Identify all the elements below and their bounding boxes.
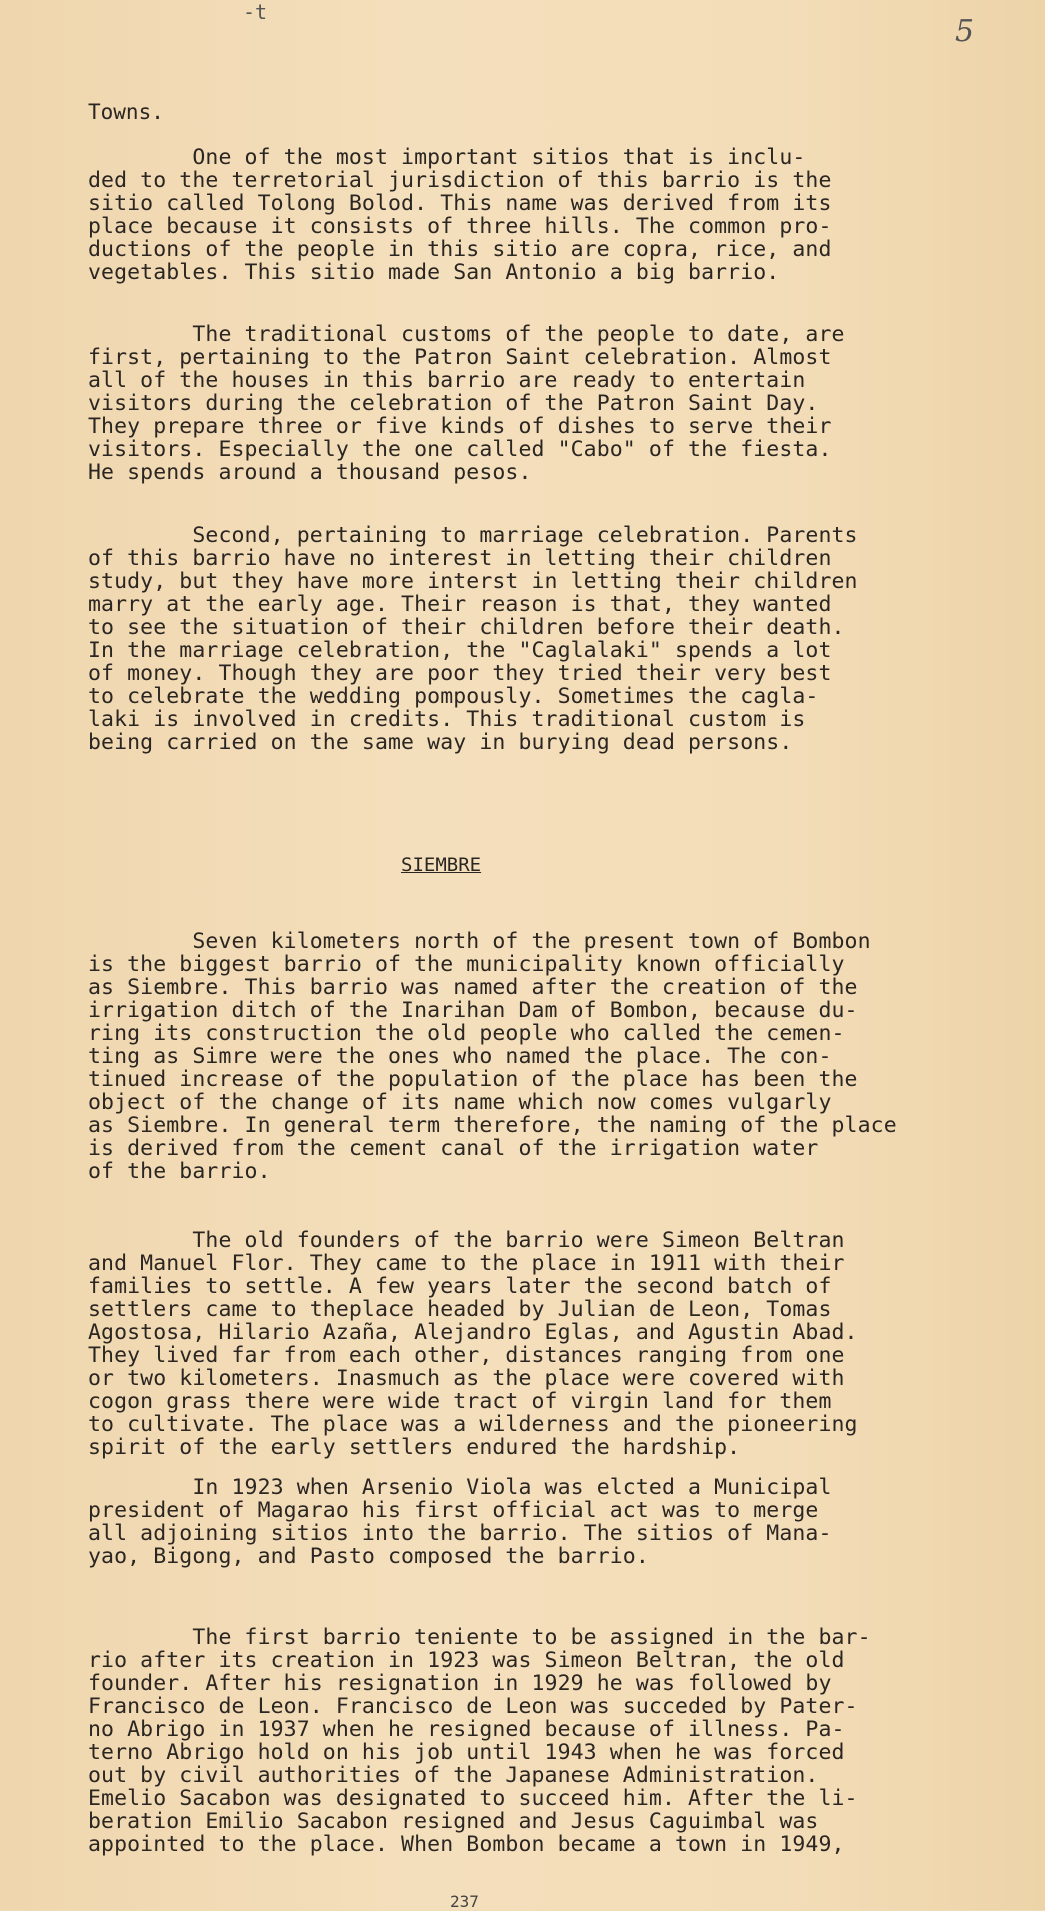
text-line: vegetables. This sitio made San Antonio a big barrio. bbox=[88, 260, 780, 285]
text-line: all of the houses in this barrio are ready to entertain bbox=[88, 368, 806, 393]
paragraph-tolong-bolod bbox=[88, 146, 1018, 284]
paragraph-teniente bbox=[88, 1626, 1018, 1856]
text-line: as Siembre. In general term therefore, the naming of the place bbox=[88, 1113, 897, 1138]
text-line: out by civil authorities of the Japanese Administration. bbox=[88, 1763, 819, 1788]
text-line: and Manuel Flor. They came to the place in 1911 with their bbox=[88, 1251, 845, 1276]
text-line: ring its construction the old people who called the cemen- bbox=[88, 1021, 845, 1046]
text-line: irrigation ditch of the Inarihan Dam of Bombon, because du- bbox=[88, 998, 858, 1023]
text-line: beration Emilio Sacabon resigned and Jesus Caguimbal was bbox=[88, 1809, 819, 1834]
text-line: tinued increase of the population of the place has been the bbox=[88, 1067, 858, 1092]
text-line: first, pertaining to the Patron Saint celebration. Almost bbox=[88, 345, 832, 370]
paragraph-marriage bbox=[88, 524, 1018, 754]
text-line: Emelio Sacabon was designated to succeed him. After the li- bbox=[88, 1786, 858, 1811]
text-line: cogon grass there were wide tract of virgin land for them bbox=[88, 1389, 832, 1414]
paragraph-merge-1923 bbox=[88, 1476, 1018, 1568]
text-line: The traditional customs of the people to date, are bbox=[88, 322, 845, 347]
text-line: sitio called Tolong Bolod. This name was derived from its bbox=[88, 191, 832, 216]
text-line: Seven kilometers north of the present town of Bombon bbox=[88, 929, 871, 954]
text-line: to celebrate the wedding pompously. Sometimes the cagla- bbox=[88, 684, 819, 709]
text-line: president of Magarao his first official act was to merge bbox=[88, 1498, 819, 1523]
text-line: families to settle. A few years later the second batch of bbox=[88, 1274, 832, 1299]
section-heading-towns: Towns. bbox=[88, 100, 164, 124]
text-line: ded to the terretorial jurisdiction of this barrio is the bbox=[88, 168, 832, 193]
text-line: no Abrigo in 1937 when he resigned because of illness. Pa- bbox=[88, 1717, 845, 1742]
text-line: of this barrio have no interest in letting their children bbox=[88, 546, 832, 571]
text-line: ting as Simre were the ones who named the place. The con- bbox=[88, 1044, 832, 1069]
text-line: founder. After his resignation in 1929 he was followed by bbox=[88, 1671, 832, 1696]
paragraph-patron-saint bbox=[88, 323, 1018, 484]
text-line: being carried on the same way in burying dead persons. bbox=[88, 730, 793, 755]
paragraph-founders bbox=[88, 1229, 1018, 1459]
text-line: to cultivate. The place was a wilderness and the pioneering bbox=[88, 1412, 858, 1437]
text-line: is derived from the cement canal of the irrigation water bbox=[88, 1136, 819, 1161]
text-line: Second, pertaining to marriage celebration. Parents bbox=[88, 523, 858, 548]
text-line: to see the situation of their children before their death. bbox=[88, 615, 845, 640]
text-line: of money. Though they are poor they tried their very best bbox=[88, 661, 832, 686]
text-line: marry at the early age. Their reason is that, they wanted bbox=[88, 592, 832, 617]
text-line: The first barrio teniente to be assigned in the bar- bbox=[88, 1625, 871, 1650]
text-line: They lived far from each other, distances ranging from one bbox=[88, 1343, 845, 1368]
text-line: study, but they have more interst in letting their children bbox=[88, 569, 858, 594]
text-line: yao, Bigong, and Pasto composed the barrio. bbox=[88, 1544, 649, 1569]
text-line: spirit of the early settlers endured the hardship. bbox=[88, 1435, 741, 1460]
text-line: visitors. Especially the one called "Cabo" of the fiesta. bbox=[88, 437, 832, 462]
text-line: He spends around a thousand pesos. bbox=[88, 460, 532, 485]
section-title-siembre: SIEMBRE bbox=[401, 854, 482, 876]
text-line: appointed to the place. When Bombon became a town in 1949, bbox=[88, 1832, 845, 1857]
text-line: In 1923 when Arsenio Viola was elcted a Municipal bbox=[88, 1475, 832, 1500]
text-line: of the barrio. bbox=[88, 1159, 271, 1184]
text-line: or two kilometers. Inasmuch as the place were covered with bbox=[88, 1366, 845, 1391]
text-line: rio after its creation in 1923 was Simeon Beltran, the old bbox=[88, 1648, 845, 1673]
text-line: visitors during the celebration of the Patron Saint Day. bbox=[88, 391, 819, 416]
bottom-page-stamp: 237 bbox=[450, 1892, 479, 1911]
paragraph-siembre-origin bbox=[88, 930, 1018, 1183]
text-line: place because it consists of three hills. The common pro- bbox=[88, 214, 832, 239]
text-line: One of the most important sitios that is inclu- bbox=[88, 145, 806, 170]
text-line: The old founders of the barrio were Simeon Beltran bbox=[88, 1228, 845, 1253]
text-line: laki is involved in credits. This traditional custom is bbox=[88, 707, 806, 732]
text-line: They prepare three or five kinds of dishes to serve their bbox=[88, 414, 832, 439]
text-line: is the biggest barrio of the municipality known officially bbox=[88, 952, 845, 977]
top-pencil-mark: -t bbox=[243, 0, 268, 24]
text-line: as Siembre. This barrio was named after the creation of the bbox=[88, 975, 858, 1000]
text-line: ductions of the people in this sitio are copra, rice, and bbox=[88, 237, 832, 262]
text-line: Francisco de Leon. Francisco de Leon was succeded by Pater- bbox=[88, 1694, 858, 1719]
text-line: settlers came to theplace headed by Julian de Leon, Tomas bbox=[88, 1297, 832, 1322]
text-line: terno Abrigo hold on his job until 1943 when he was forced bbox=[88, 1740, 845, 1765]
text-line: Agostosa, Hilario Azaña, Alejandro Eglas, and Agustin Abad. bbox=[88, 1320, 858, 1345]
text-line: all adjoining sitios into the barrio. The sitios of Mana- bbox=[88, 1521, 832, 1546]
handwritten-page-number: 5 bbox=[955, 14, 975, 49]
text-line: In the marriage celebration, the "Caglalaki" spends a lot bbox=[88, 638, 832, 663]
text-line: object of the change of its name which now comes vulgarly bbox=[88, 1090, 832, 1115]
